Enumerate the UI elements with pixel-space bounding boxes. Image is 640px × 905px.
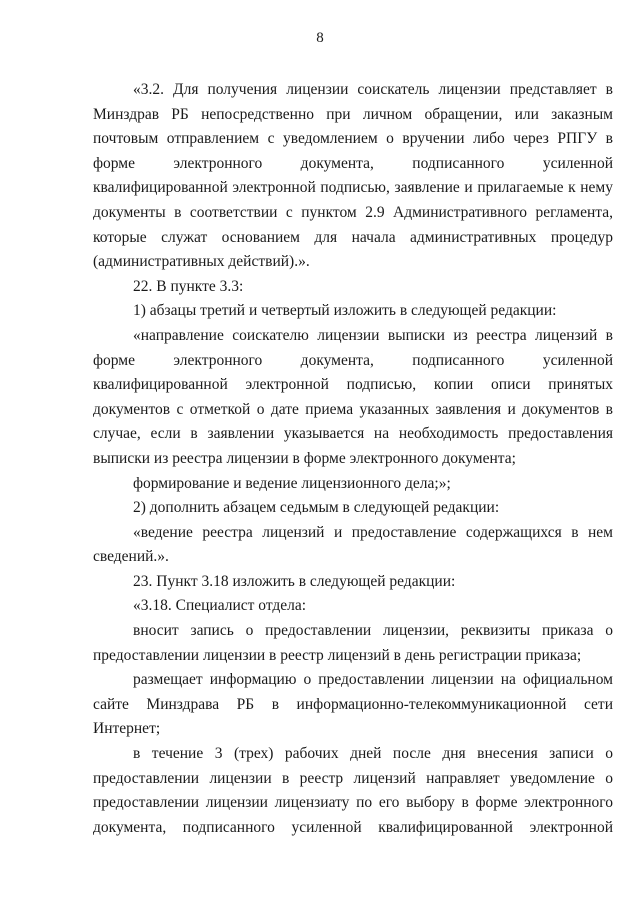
paragraph-registry: «ведение реестра лицензий и предоставление содержащихся в нем сведений.». (93, 523, 613, 566)
paragraph-item-22: 22. В пункте 3.3: (133, 277, 244, 295)
paragraph-record-entry: вносит запись о предоставлении лицензии, реквизиты приказа о предоставлении лицензии в реестр лицензий в день регистрации приказа; (93, 622, 613, 664)
paragraph-3-18: «3.18. Специалист отдела: (133, 597, 307, 615)
document-body (93, 78, 613, 840)
paragraph-item-23: 23. Пункт 3.18 изложить в следующей редакции: (133, 572, 456, 590)
paragraph-subitem-2: 2) дополнить абзацем седьмым в следующей редакции: (133, 499, 500, 517)
paragraph-publish-info: размещает информацию о предоставлении лицензии на официальном сайте Минздрава РБ в информационно-телекоммуникационной сети Интернет; (93, 671, 613, 738)
paragraph-3-2: «3.2. Для получения лицензии соискатель лицензии представляет в Минздрав РБ непосредственно при личном обращении, или заказным почтовым отправлением с уведомлением о вручении либо через РПГУ в форме электронного документа, подписанного усиленной квалифицированной электронной подписью, заявление и прилагаемые к нему документы в соответствии с пунктом 2.9 Административного регламента, которые служат основанием для начала административных процедур (административных действий).». (93, 81, 613, 271)
paragraph-case-file: формирование и ведение лицензионного дела;»; (133, 474, 451, 492)
paragraph-quoted-direction: «направление соискателю лицензии выписки из реестра лицензий в форме электронного документа, подписанного усиленной квалифицированной электронной подписью, копии описи принятых документов с отметкой о дате приема указанных заявления и документов в случае, если в заявлении указывается на необходимость предоставления выписки из реестра лицензии в форме электронного документа; (93, 326, 613, 467)
page-number: 8 (316, 30, 324, 46)
paragraph-notification: в течение 3 (трех) рабочих дней после дня внесения записи о предоставлении лицензии в реестр лицензий направляет уведомление о предоставлении лицензии лицензиату по его выбору в форме электронного документа, подписанного усиленной квалифицированной электронной (93, 745, 613, 836)
paragraph-subitem-1: 1) абзацы третий и четвертый изложить в следующей редакции: (133, 302, 557, 320)
